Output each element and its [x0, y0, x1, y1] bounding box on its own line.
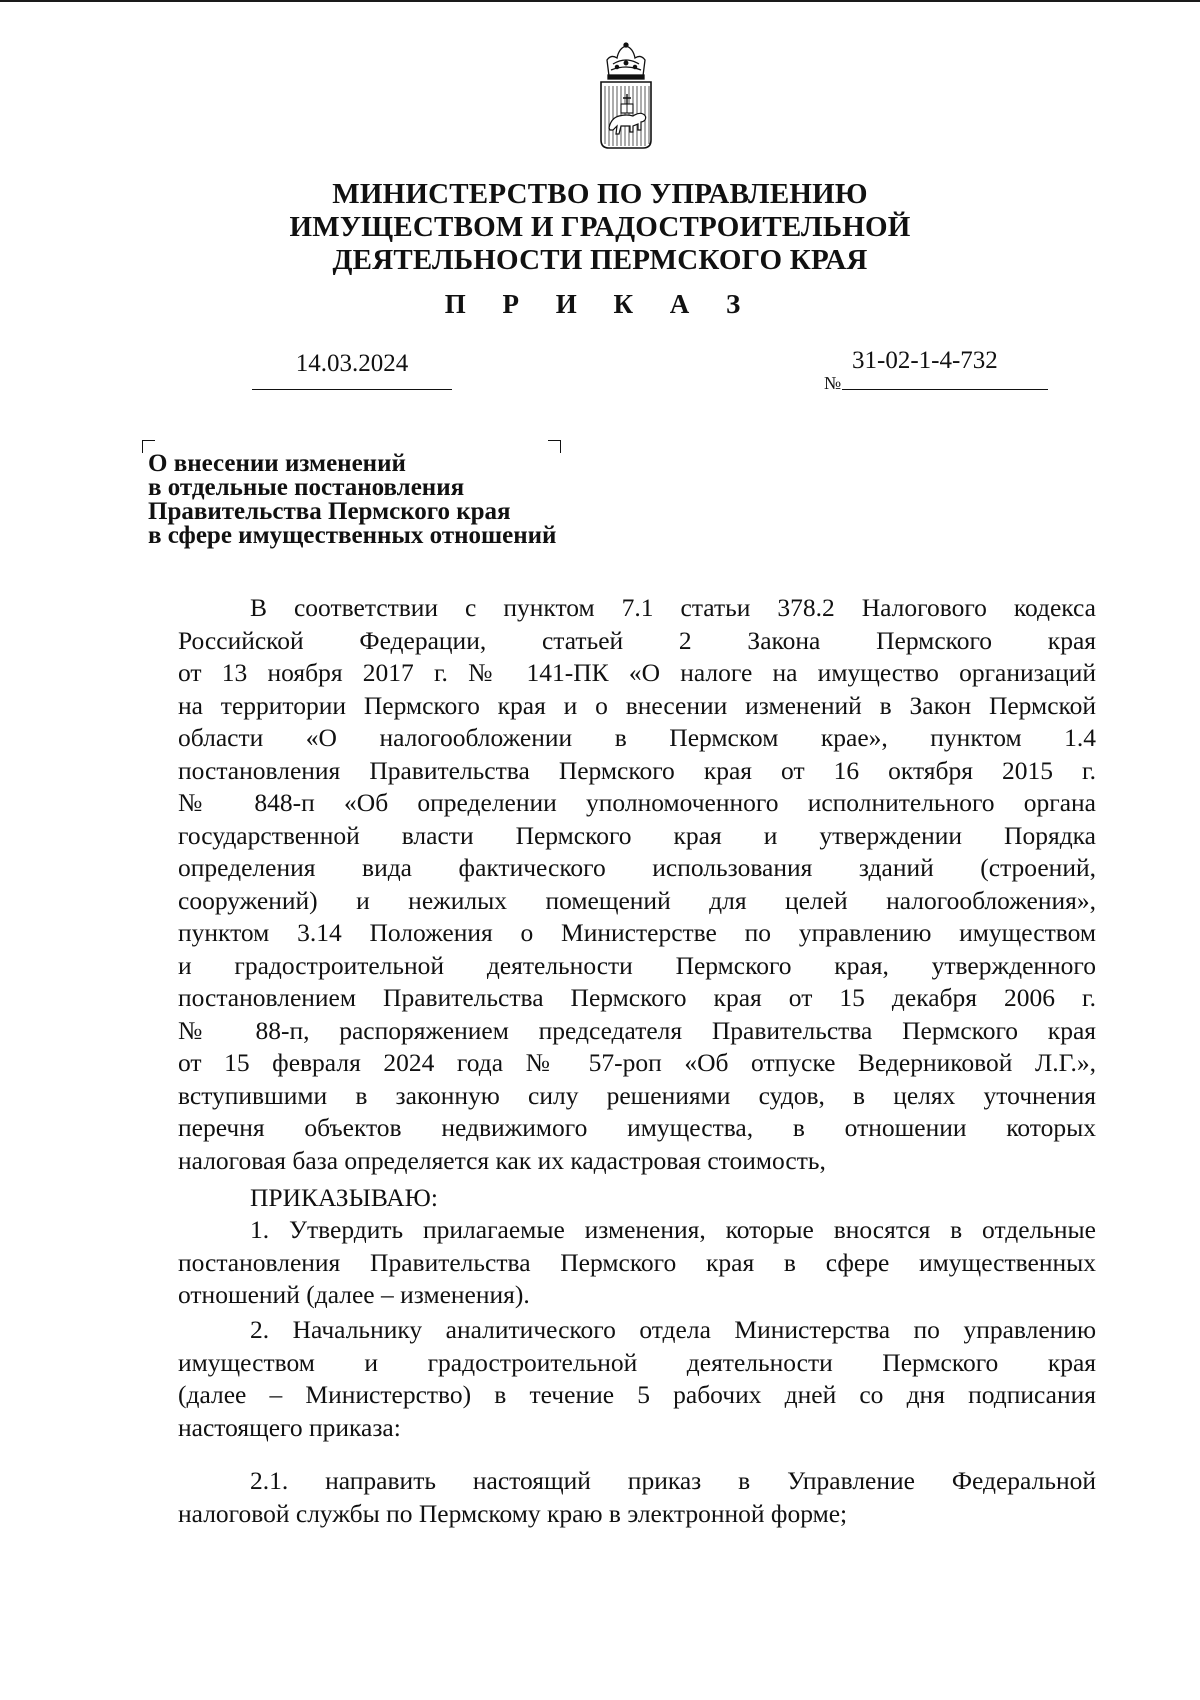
- text-line: постановления Правительства Пермского края в сфере имущественных: [178, 1247, 1096, 1277]
- item-1-paragraph: [178, 1214, 1096, 1312]
- text-line: и градостроительной деятельности Пермского края, утвержденного: [178, 950, 1096, 980]
- document-type: П Р И К А З: [444, 289, 756, 319]
- text-line: 2.1. направить настоящий приказ в Управление Федеральной: [250, 1466, 1096, 1495]
- order-verb: ПРИКАЗЫВАЮ:: [250, 1183, 438, 1212]
- subject-line: О внесении изменений: [148, 450, 406, 477]
- text-line: (далее – Министерство) в течение 5 рабочих дней со дня подписания: [178, 1380, 1096, 1409]
- text-line: В соответствии с пунктом 7.1 статьи 378.2 Налогового кодекса: [250, 593, 1096, 622]
- text-line: налоговой службы по Пермскому краю в электронной форме;: [178, 1498, 848, 1528]
- preamble-paragraph: [178, 592, 1096, 1177]
- ministry-name: [240, 178, 960, 277]
- text-line: определения вида фактического использования зданий (строений,: [178, 853, 1096, 882]
- ministry-name-line: ДЕЯТЕЛЬНОСТИ ПЕРМСКОГО КРАЯ: [332, 244, 868, 276]
- text-line: налоговая база определяется как их кадастровая стоимость,: [178, 1145, 826, 1175]
- text-line: области «О налогообложении в Пермском крае», пунктом 1.4: [178, 723, 1096, 752]
- text-line: имуществом и градостроительной деятельности Пермского края: [178, 1347, 1096, 1377]
- text-line: № 848-п «Об определении уполномоченного исполнительного органа: [178, 788, 1096, 817]
- subject-line: в отдельные постановления: [148, 474, 465, 501]
- text-line: от 15 февраля 2024 года № 57-роп «Об отпуске Ведерниковой Л.Г.»,: [178, 1048, 1096, 1077]
- number-label: №: [824, 373, 842, 393]
- item-2-paragraph: [178, 1314, 1096, 1444]
- date-underline: [252, 389, 452, 390]
- text-line: на территории Пермского края и о внесении изменений в Закон Пермской: [178, 690, 1096, 720]
- ministry-name-line: ИМУЩЕСТВОМ И ГРАДОСТРОИТЕЛЬНОЙ: [289, 211, 911, 243]
- number-underline: [842, 389, 1048, 390]
- subject-line: в сфере имущественных отношений: [148, 522, 557, 549]
- text-line: постановлением Правительства Пермского края от 15 декабря 2006 г.: [178, 983, 1096, 1012]
- text-line: № 88-п, распоряжением председателя Правительства Пермского края: [178, 1015, 1096, 1045]
- order-date: 14.03.2024: [295, 350, 409, 377]
- order-subject: [148, 452, 668, 548]
- text-line: сооружений) и нежилых помещений для целей налогообложения»,: [178, 885, 1096, 915]
- text-line: перечня объектов недвижимого имущества, в отношении которых: [178, 1113, 1096, 1142]
- item-2-1-paragraph: [178, 1465, 1096, 1530]
- text-line: вступившими в законную силу решениями судов, в целях уточнения: [178, 1080, 1096, 1110]
- text-line: пунктом 3.14 Положения о Министерстве по управлению имуществом: [178, 918, 1096, 947]
- subject-line: Правительства Пермского края: [148, 498, 511, 525]
- text-line: Российской Федерации, статьей 2 Закона Пермского края: [178, 625, 1096, 655]
- text-line: от 13 ноября 2017 г. № 141-ПК «О налоге на имущество организаций: [178, 658, 1096, 687]
- text-line: 1. Утвердить прилагаемые изменения, которые вносятся в отдельные: [250, 1215, 1096, 1244]
- scan-edge: [0, 0, 1200, 2]
- text-line: 2. Начальнику аналитического отдела Министерства по управлению: [250, 1315, 1096, 1344]
- ministry-name-line: МИНИСТЕРСТВО ПО УПРАВЛЕНИЮ: [332, 178, 868, 210]
- text-line: отношений (далее – изменения).: [178, 1280, 530, 1309]
- order-number: 31-02-1-4-732: [852, 347, 998, 374]
- text-line: государственной власти Пермского края и утверждении Порядка: [178, 820, 1096, 850]
- coat-of-arms-icon: [597, 42, 655, 154]
- text-line: постановления Правительства Пермского края от 16 октября 2015 г.: [178, 755, 1096, 785]
- text-line: настоящего приказа:: [178, 1412, 401, 1442]
